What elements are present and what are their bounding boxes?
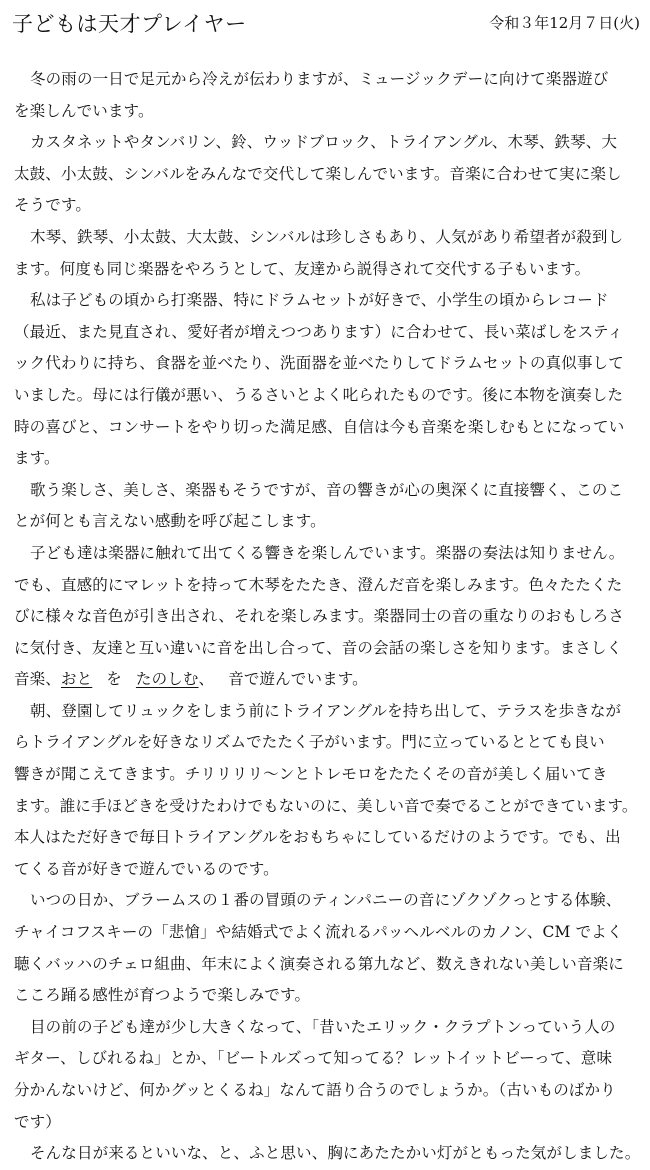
- text-line: 分かんないけど、何かグッとくるね」なんて語り合うのでしょうか。（古いものばかり: [14, 1081, 616, 1099]
- text-line: 時の喜びと、コンサートをやり切った満足感、自信は今も音楽を楽しむもとになってい: [14, 417, 625, 436]
- article-body: [14, 64, 641, 1170]
- page-title: 子どもは天才プレイヤー: [12, 12, 247, 36]
- text-line: そんな日が来るといいな、と、ふと思い、胸にあたたかい灯がともった気がしました。: [30, 1144, 641, 1163]
- text-line: てくる音が好きで遊んでいるのです。: [14, 859, 279, 878]
- special-part: 音楽、: [14, 670, 61, 689]
- text-line: 聴くバッハのチェロ組曲、年末によく演奏される第九など、数えきれない美しい音楽に: [14, 954, 624, 973]
- text-line: 私は子どもの頃から打楽器、特にドラムセットが好きで、小学生の頃からレコード: [30, 291, 609, 310]
- text-line: に気付き、友達と互い違いに音を出し合って、音の会話の楽しさを知ります。まさしく: [14, 638, 623, 657]
- text-line: ます。何度も同じ楽器をやろうとして、友達から説得されて交代する子もいます。: [14, 259, 591, 278]
- date-label: 令和３年12月７日(火): [489, 14, 640, 32]
- text-line: カスタネットやタンバリン、鈴、ウッドブロック、トライアングル、木琴、鉄琴、大: [30, 133, 618, 152]
- text-line: ます。誰に手ほどきを受けたわけでもないのに、美しい音で奏でることができています。: [14, 796, 638, 815]
- text-line: 歌う楽しさ、美しさ、楽器もそうですが、音の響きが心の奥深くに直接響く、このこ: [30, 480, 624, 499]
- text-line: 朝、登園してリュックをしまう前にトライアングルを持ち出して、テラスを歩きなが: [30, 701, 622, 720]
- text-line: いました。母には行儀が悪い、うるさいとよく叱られたものです。後に本物を演奏した: [14, 385, 624, 404]
- special-part: 音で遊んでいます。: [228, 670, 368, 689]
- text-line: です）: [14, 1112, 61, 1131]
- underlined-word-tanoshimu: たのしむ: [135, 670, 199, 689]
- text-line: ギター、しびれるね」とか、「ビートルズって知ってる？レットイットビーって、意味: [14, 1049, 613, 1068]
- text-line: こころ踊る感性が育つようで楽しみです。: [14, 986, 311, 1005]
- text-line: 木琴、鉄琴、小太鼓、大太鼓、シンバルは珍しさもあり、人気があり希望者が殺到し: [30, 227, 624, 246]
- special-part: を: [106, 670, 122, 689]
- text-line: らトライアングルを好きなリズムでたたく子がいます。門に立っているととても良い: [14, 733, 605, 752]
- text-line: （最近、また見直され、愛好者が増えつつあります）に合わせて、長い菜ばしをスティ: [14, 322, 624, 341]
- text-line: ます。: [14, 449, 60, 468]
- text-line: 目の前の子ども達が少し大きくなって、「昔いたエリック・クラプトンっていう人の: [30, 1017, 616, 1036]
- text-line: とが何とも言えない感動を呼び起こします。: [14, 512, 326, 531]
- text-line: 太鼓、小太鼓、シンバルをみんなで交代して楽しんでいます。音楽に合わせて実に楽し: [14, 164, 622, 183]
- text-line: 冬の雨の一日で足元から冷えが伝わりますが、ミュージックデーに向けて楽器遊び: [30, 70, 609, 88]
- underlined-word-oto: おと: [60, 670, 93, 689]
- special-part: 、: [198, 670, 215, 689]
- text-line: 本人はただ好きで毎日トライアングルをおもちゃにしているだけのようです。でも、出: [14, 828, 621, 847]
- text-line: びに様々な音色が引き出され、それを楽しみます。楽器同士の音の重なりのおもしろさ: [14, 607, 625, 626]
- text-line: 子ども達は楽器に触れて出てくる響きを楽しんでいます。楽器の奏法は知りません。: [30, 543, 625, 562]
- text-line-special: [14, 664, 638, 696]
- text-line: そうです。: [14, 196, 92, 215]
- text-line: でも、直感的にマレットを持って木琴をたたき、澄んだ音を楽しみます。色々たたくた: [14, 575, 623, 594]
- text-line: 響きが聞こえてきます。チリリリリ〜ンとトレモロをたたくその音が美しく届いてき: [14, 765, 608, 784]
- text-line: チャイコフスキーの「悲愴」や結婚式でよく流れるパッヘルベルのカノン、CM でよく: [14, 923, 623, 942]
- text-line: ック代わりに持ち、食器を並べたり、洗面器を並べたりしてドラムセットの真似事して: [14, 354, 624, 373]
- text-line: いつの日か、ブラームスの１番の冒頭のティンパニーの音にゾクゾクっとする体験、: [30, 891, 622, 910]
- text-line: を楽しんでいます。: [14, 101, 154, 120]
